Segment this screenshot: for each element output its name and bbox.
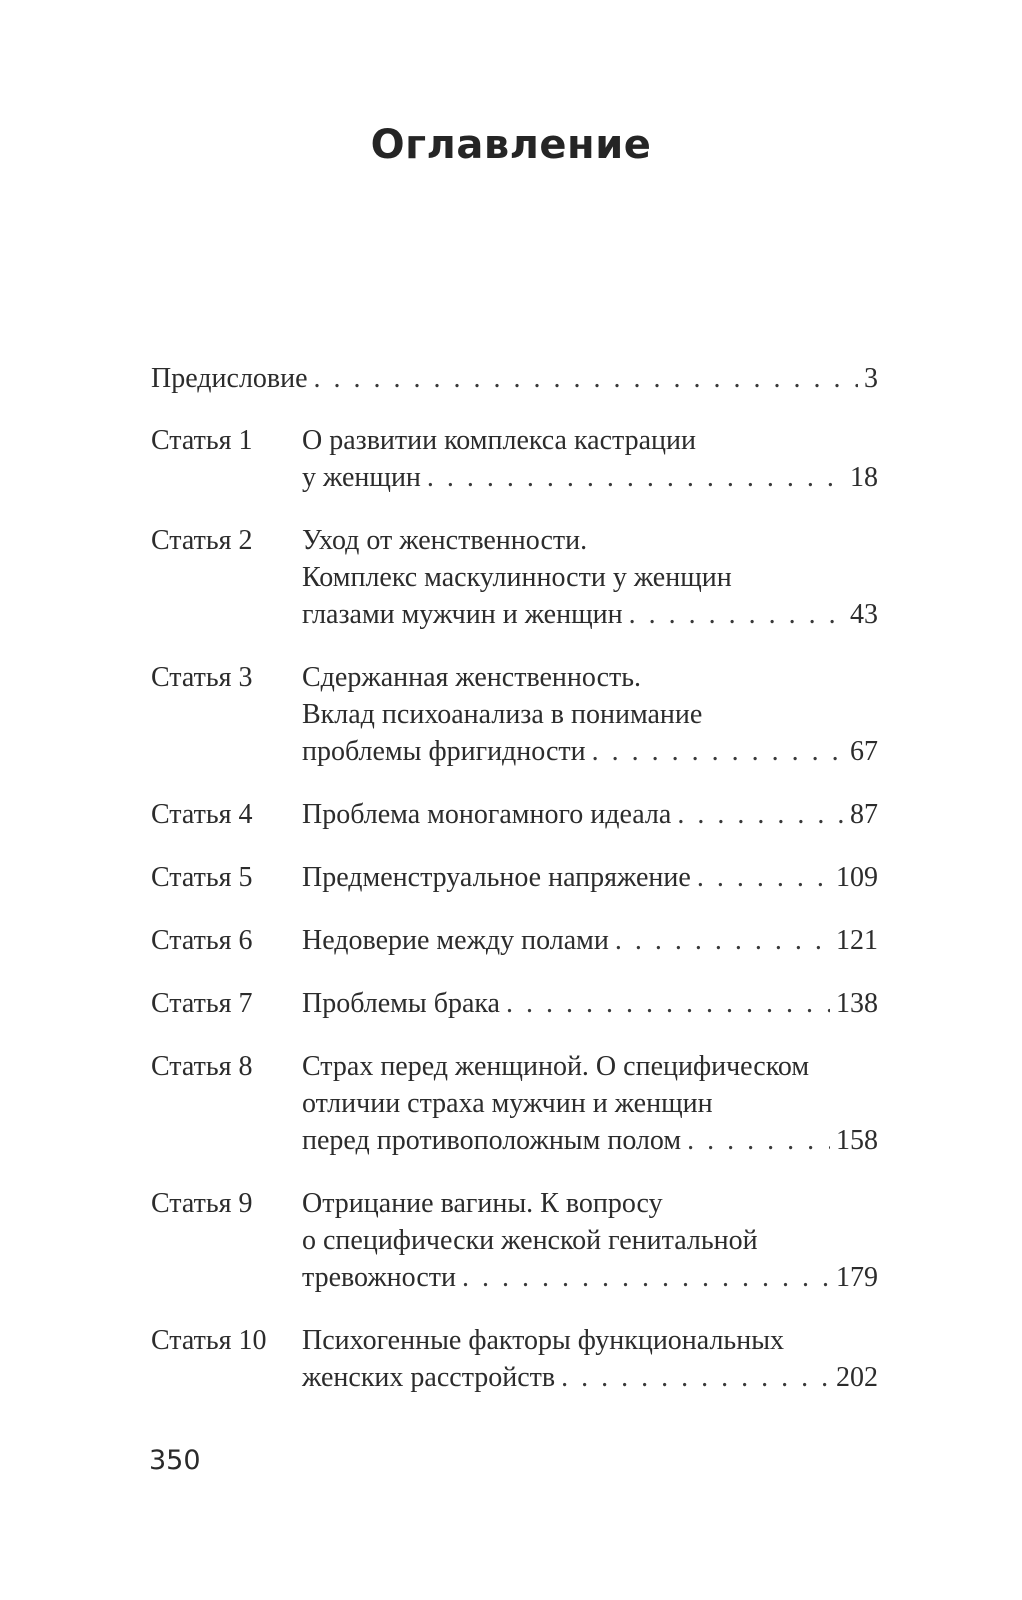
dot-leader [427, 459, 844, 496]
toc-entry-title-line: проблемы фригидности [302, 736, 586, 767]
toc-page-number: 158 [836, 1125, 878, 1156]
toc-entry-title-line: Психогенные факторы функциональных [302, 1325, 785, 1356]
page-title: Оглавление [370, 122, 652, 168]
toc-entry-title-line: Страх перед женщиной. О специфическом [302, 1051, 810, 1082]
toc-page-number: 109 [836, 862, 878, 893]
dot-leader [592, 733, 844, 770]
table-of-contents [151, 360, 878, 1396]
toc-entry-label: Статья 2 [151, 525, 253, 556]
toc-entry-title-line: отличии страха мужчин и женщин [302, 1088, 713, 1119]
toc-entry[interactable] [151, 1048, 878, 1159]
toc-entry-title-line: Проблема моногамного идеала [302, 799, 672, 830]
toc-page-number: 87 [850, 799, 878, 830]
toc-entry-label: Статья 4 [151, 799, 253, 830]
page-number: 350 [149, 1445, 201, 1476]
toc-page-number: 3 [864, 363, 878, 394]
dot-leader [506, 985, 830, 1022]
toc-entry-title-line: о специфически женской генитальной [302, 1225, 758, 1256]
toc-entry-title: Предисловие [151, 363, 308, 394]
toc-entry-title-line: глазами мужчин и женщин [302, 599, 623, 630]
toc-entry-title-line: тревожности [302, 1262, 457, 1293]
dot-leader [677, 796, 844, 833]
toc-entry-label: Статья 6 [151, 925, 253, 956]
toc-entry-label: Статья 3 [151, 662, 253, 693]
toc-entry-title-line: Вклад психоанализа в понимание [302, 699, 703, 730]
toc-entry-label: Статья 1 [151, 425, 253, 456]
toc-entry[interactable] [151, 859, 878, 896]
toc-page-number: 67 [850, 736, 878, 767]
dot-leader [314, 360, 858, 397]
toc-entry[interactable] [151, 522, 878, 633]
dot-leader [697, 859, 830, 896]
toc-entry-label: Статья 8 [151, 1051, 253, 1082]
toc-page-number: 179 [836, 1262, 878, 1293]
toc-entry-title-line: О развитии комплекса кастрации [302, 425, 696, 456]
toc-articles-list [151, 422, 878, 1396]
toc-entry[interactable] [151, 659, 878, 770]
toc-entry-label: Статья 7 [151, 988, 253, 1019]
dot-leader [615, 922, 830, 959]
toc-page-number: 202 [836, 1362, 878, 1393]
toc-entry-label: Статья 5 [151, 862, 253, 893]
toc-entry-title-line: Проблемы брака [302, 988, 500, 1019]
toc-entry-title-line: Комплекс маскулинности у женщин [302, 562, 732, 593]
dot-leader [561, 1359, 830, 1396]
toc-entry[interactable] [151, 422, 878, 496]
toc-entry-preface[interactable] [151, 360, 878, 397]
toc-entry-title-line: перед противоположным полом [302, 1125, 682, 1156]
dot-leader [687, 1122, 830, 1159]
dot-leader [462, 1259, 830, 1296]
toc-entry[interactable] [151, 1322, 878, 1396]
toc-entry-title-line: Отрицание вагины. К вопросу [302, 1188, 663, 1219]
toc-entry[interactable] [151, 922, 878, 959]
toc-entry[interactable] [151, 796, 878, 833]
toc-entry-label: Статья 9 [151, 1188, 253, 1219]
toc-entry-title-line: Недоверие между полами [302, 925, 609, 956]
toc-entry-title-line: женских расстройств [302, 1362, 556, 1393]
toc-page-number: 43 [850, 599, 878, 630]
toc-entry-title-line: у женщин [302, 462, 421, 493]
toc-entry-title-line: Уход от женственности. [302, 525, 588, 556]
toc-page-number: 138 [836, 988, 878, 1019]
toc-entry[interactable] [151, 985, 878, 1022]
toc-entry-label: Статья 10 [151, 1325, 267, 1356]
toc-page-number: 18 [850, 462, 878, 493]
toc-entry[interactable] [151, 1185, 878, 1296]
toc-entry-title-line: Сдержанная женственность. [302, 662, 642, 693]
toc-page-number: 121 [836, 925, 878, 956]
toc-entry-title-line: Предменструальное напряжение [302, 862, 691, 893]
dot-leader [629, 596, 844, 633]
